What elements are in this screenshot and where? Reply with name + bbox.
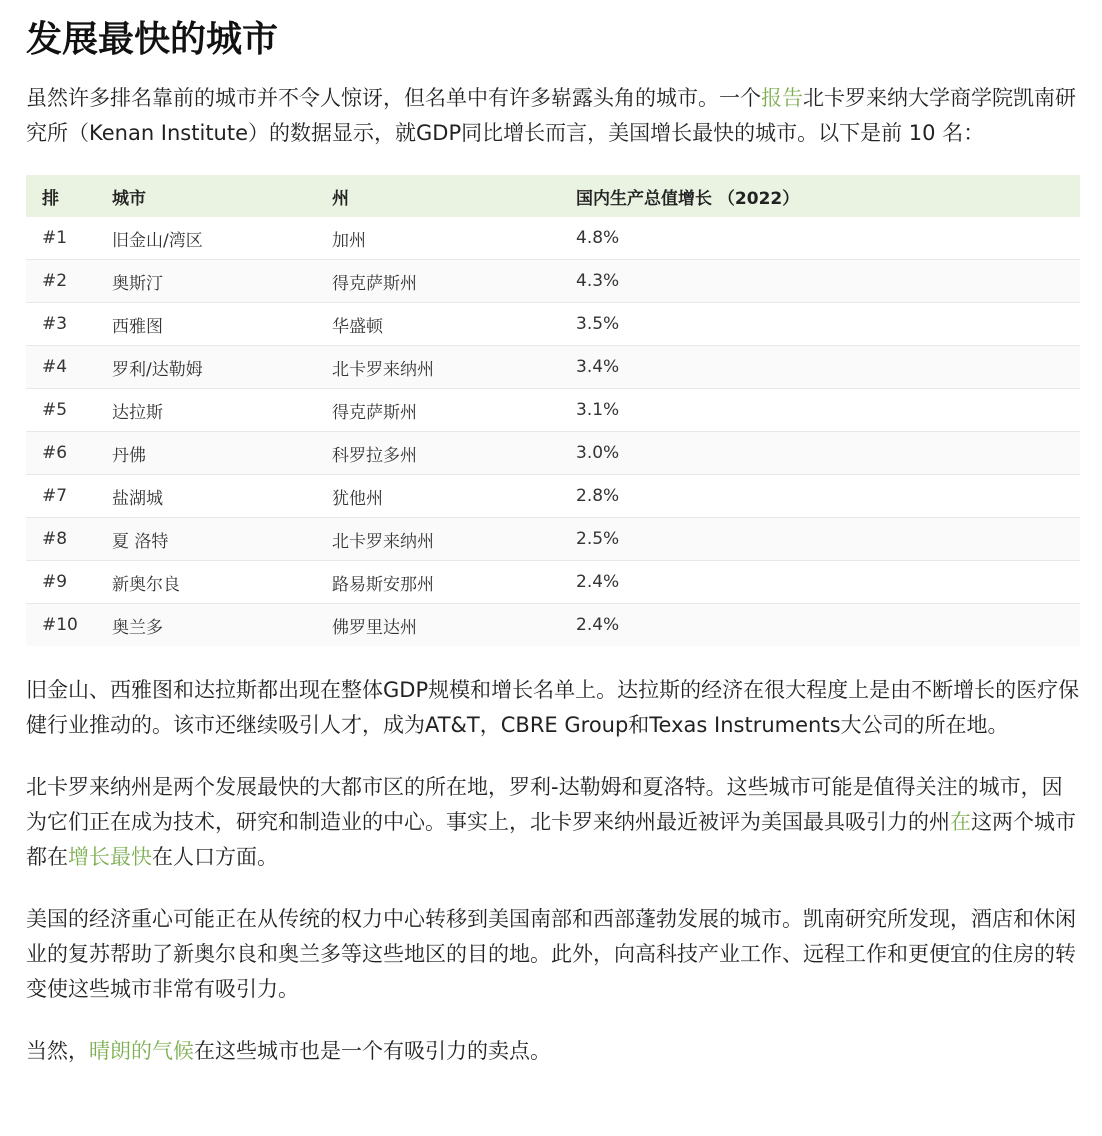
header-gdp-growth: 国内生产总值增长 （2022） [576,188,800,209]
state-cell: 佛罗里达州 [332,604,576,647]
article [26,0,1080,1069]
growth-cell: 2.5% [576,518,1080,561]
city-cell: 新奥尔良 [112,561,332,604]
state-cell: 得克萨斯州 [332,260,576,303]
city-cell: 西雅图 [112,303,332,346]
rank-cell: #2 [26,260,112,303]
growth-cell: 2.8% [576,475,1080,518]
city-cell: 奥斯汀 [112,260,332,303]
intro-text-before: 虽然许多排名靠前的城市并不令人惊讶，但名单中有许多崭露头角的城市。一个 [26,86,761,110]
rank-cell: #8 [26,518,112,561]
table-row [26,561,1080,604]
growth-cell: 4.3% [576,260,1080,303]
sunny-climate-link[interactable]: 晴朗的气候 [89,1039,194,1063]
table-row [26,303,1080,346]
fastest-growing-link[interactable]: 增长最快 [68,845,152,869]
state-ranking-link[interactable]: 在 [950,810,971,834]
rank-cell: #6 [26,432,112,475]
intro-paragraph [26,81,1080,151]
nc-text-before: 北卡罗来纳州是两个发展最快的大都市区的所在地，罗利-达勒姆和夏洛特。这些城市可能是值得关注的城市，因为它们正在成为技术，研究和制造业的中心。事实上，北卡罗来纳州最近被评为美国最具吸引力的州 [26,775,1063,834]
growth-cell: 2.4% [576,561,1080,604]
dallas-paragraph: 旧金山、西雅图和达拉斯都出现在整体GDP规模和增长名单上。达拉斯的经济在很大程度上是由不断增长的医疗保健行业推动的。该市还继续吸引人才，成为AT&T，CBRE Group和Texas Instruments大公司的所在地。 [26,678,1080,737]
nc-text-after: 在人口方面。 [152,845,278,869]
state-cell: 华盛顿 [332,303,576,346]
rank-cell: #1 [42,228,68,248]
rank-cell: #7 [26,475,112,518]
state-cell: 科罗拉多州 [332,432,576,475]
nc-text-middle: 这两个城市都在 [26,810,1076,869]
state-cell: 路易斯安那州 [332,561,576,604]
table-header-row [26,175,1080,217]
city-cell: 丹佛 [112,432,332,475]
page-title: 发展最快的城市 [26,19,279,60]
economic-shift-paragraph: 美国的经济重心可能正在从传统的权力中心转移到美国南部和西部蓬勃发展的城市。凯南研究所发现，酒店和休闲业的复苏帮助了新奥尔良和奥兰多等这些地区的目的地。此外，向高科技产业工作、远程工作和更便宜的住房的转变使这些城市非常有吸引力。 [26,907,1076,1001]
growth-cell: 3.4% [576,346,1080,389]
intro-text-after: 北卡罗来纳大学商学院凯南研究所（Kenan Institute）的数据显示，就GDP同比增长而言，美国增长最快的城市。以下是前 10 名： [26,86,1076,145]
table-row [26,346,1080,389]
state-cell: 北卡罗来纳州 [332,518,576,561]
growth-cell: 2.4% [576,604,1080,647]
climate-paragraph [26,1034,1080,1069]
growth-cell: 3.1% [576,389,1080,432]
rank-cell: #9 [26,561,112,604]
climate-text-after: 在这些城市也是一个有吸引力的卖点。 [194,1039,551,1063]
table-row [26,389,1080,432]
rank-cell: #3 [26,303,112,346]
growth-cell: 4.8% [576,228,620,248]
growth-cell: 3.0% [576,432,1080,475]
north-carolina-paragraph [26,770,1080,875]
table-row [26,604,1080,647]
state-cell: 加州 [332,230,366,251]
city-cell: 盐湖城 [112,475,332,518]
header-rank: 排 [42,188,59,209]
city-cell: 旧金山/湾区 [112,230,203,251]
gdp-growth-table [26,175,1080,646]
header-state: 州 [332,188,349,209]
rank-cell: #4 [26,346,112,389]
table-row [26,217,1080,260]
city-cell: 罗利/达勒姆 [112,346,332,389]
climate-text-before: 当然， [26,1039,89,1063]
table-row [26,518,1080,561]
city-cell: 奥兰多 [112,604,332,647]
header-city: 城市 [112,188,146,209]
table-row [26,475,1080,518]
rank-cell: #5 [26,389,112,432]
rank-cell: #10 [26,604,112,647]
city-cell: 夏 洛特 [112,518,332,561]
state-cell: 北卡罗来纳州 [332,346,576,389]
growth-cell: 3.5% [576,303,1080,346]
state-cell: 得克萨斯州 [332,389,576,432]
report-link[interactable]: 报告 [761,86,803,110]
table-row [26,432,1080,475]
city-cell: 达拉斯 [112,389,332,432]
table-row [26,260,1080,303]
state-cell: 犹他州 [332,475,576,518]
